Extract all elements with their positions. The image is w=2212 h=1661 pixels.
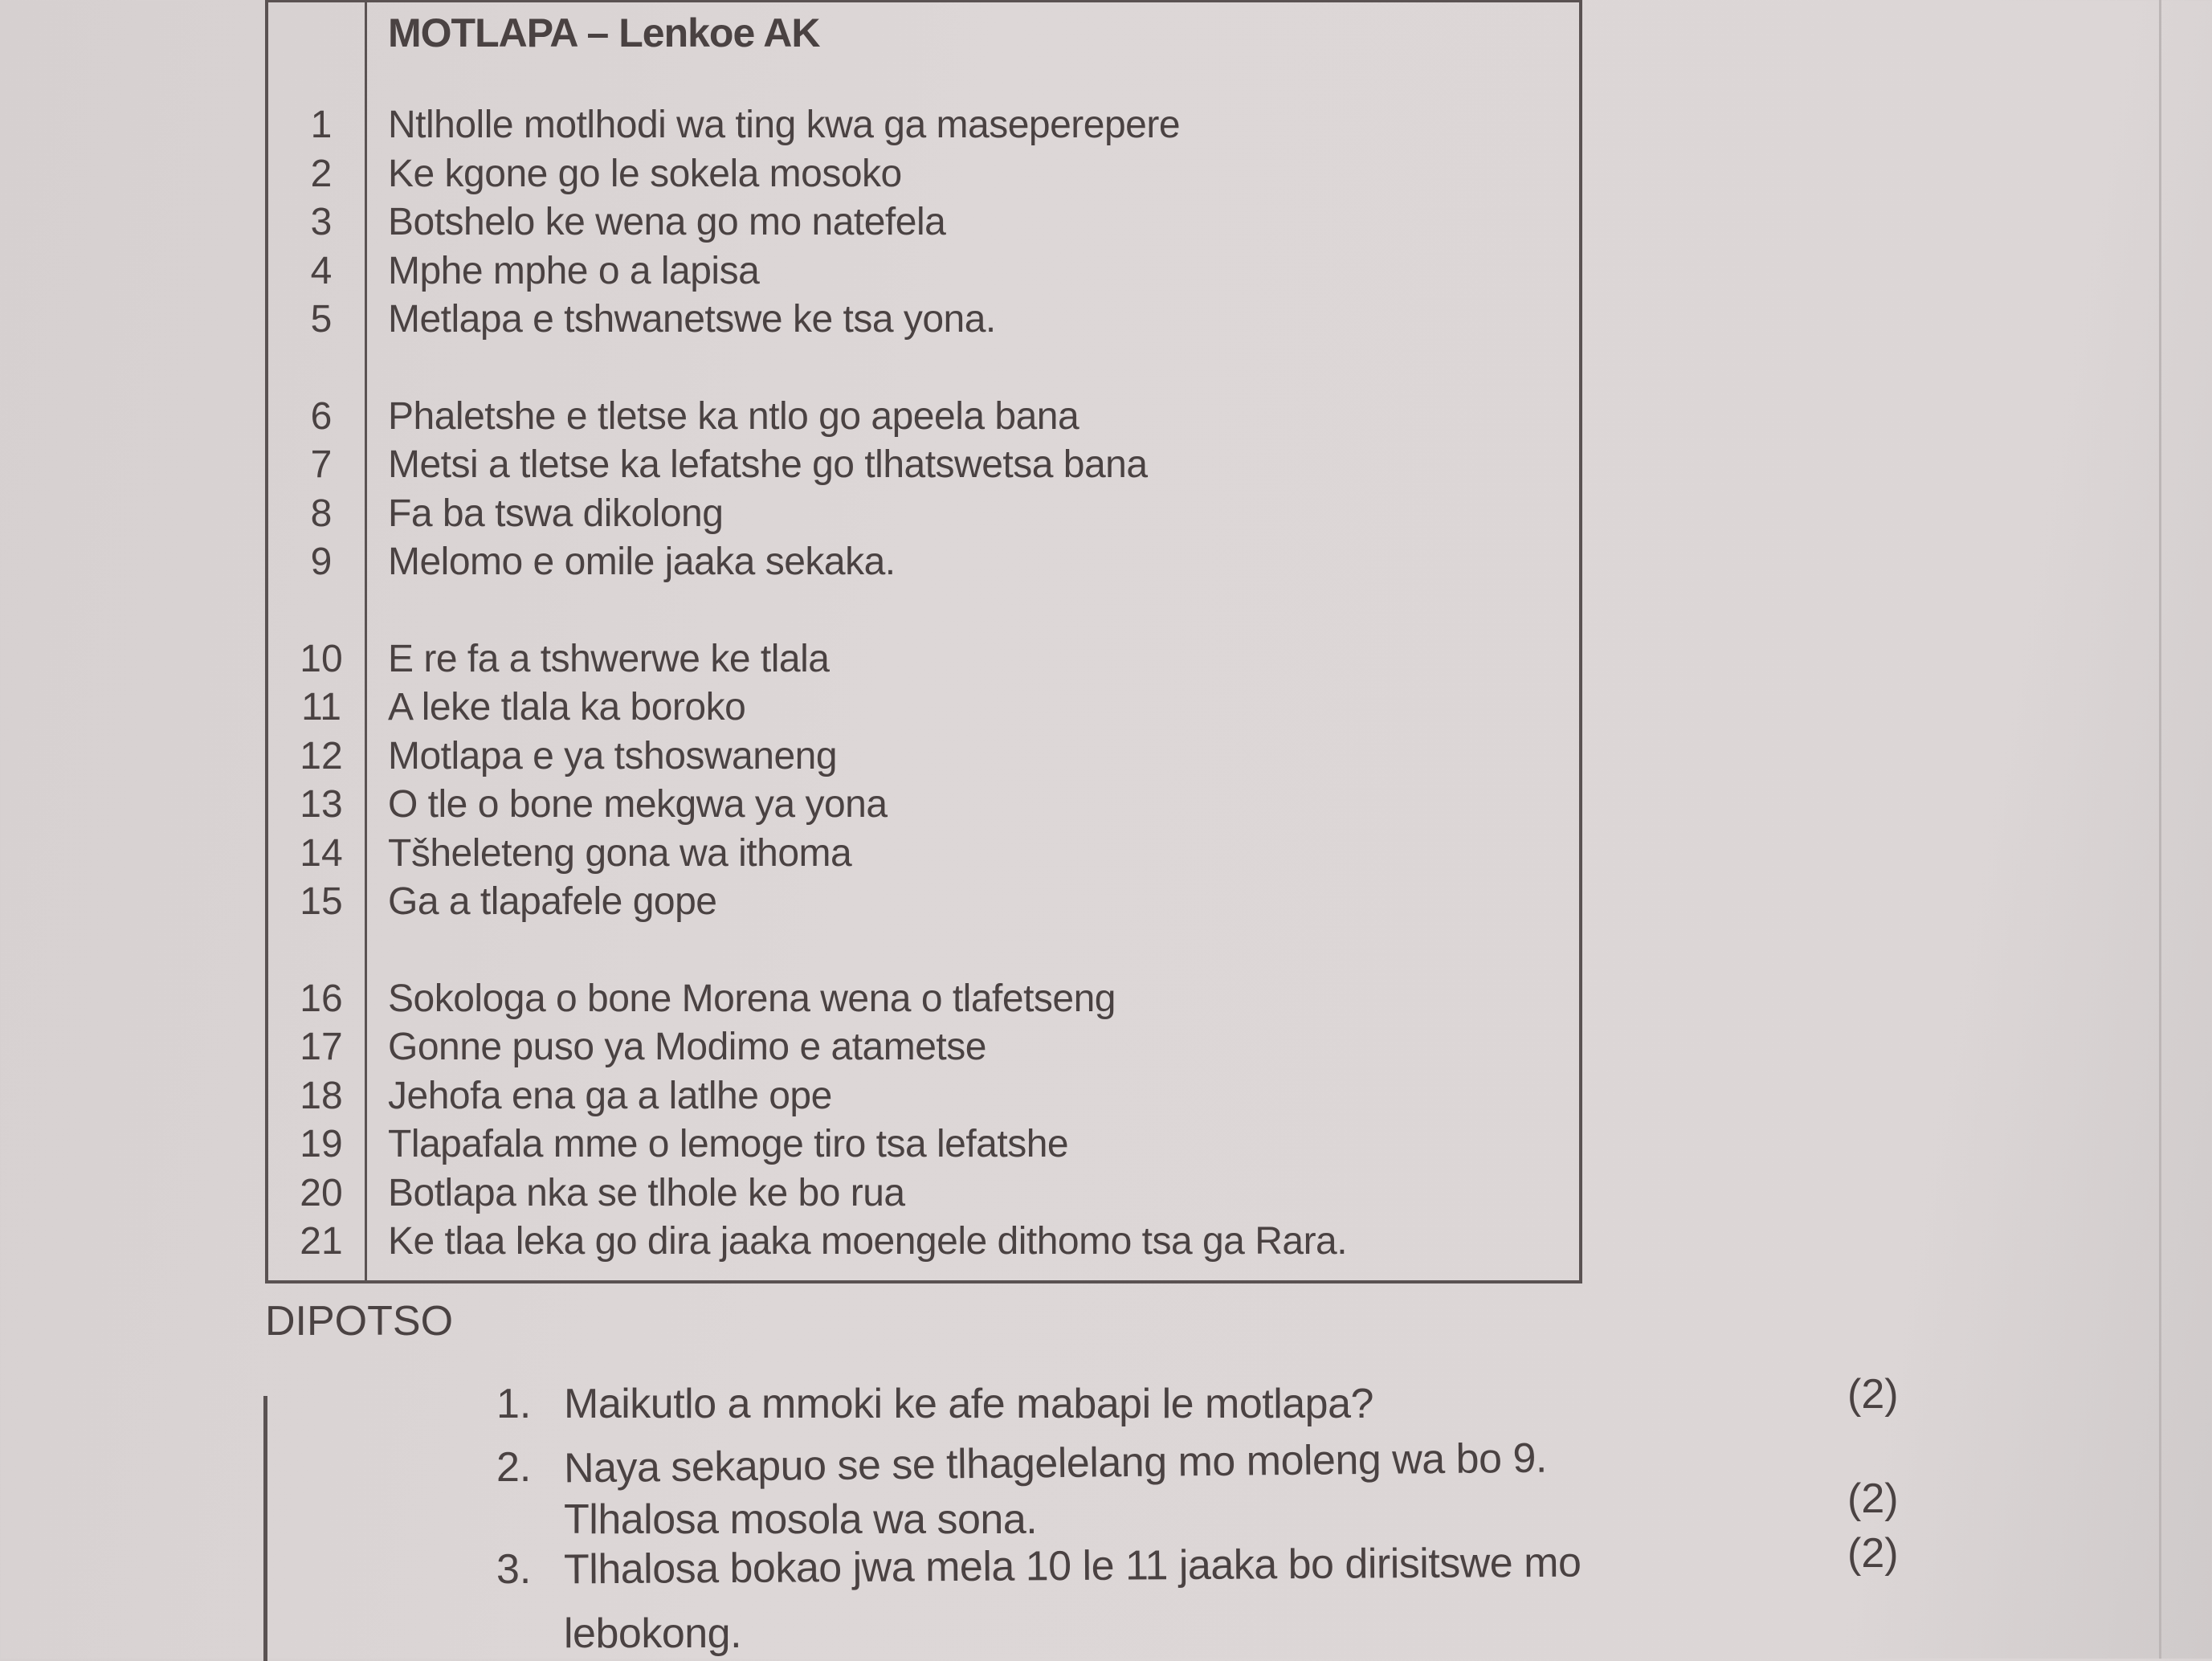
poem-line [273, 1023, 1558, 1072]
poem-line [273, 1218, 1558, 1267]
page-edge [2159, 0, 2161, 1659]
line-number: 11 [301, 686, 341, 728]
poem-body [273, 101, 1558, 1315]
line-text: E re fa a tshwerwe ke tlala [388, 637, 830, 680]
margin-line [263, 1396, 267, 1661]
line-number: 1 [310, 104, 333, 146]
line-number: 16 [300, 977, 343, 1020]
line-text: Fa ba tswa dikolong [388, 492, 724, 535]
line-number: 4 [310, 249, 333, 292]
line-number: 10 [300, 637, 343, 680]
line-text: Ke tlaa leka go dira jaaka moengele dithomo tsa ga Rara. [388, 1220, 1348, 1263]
line-text: Metsi a tletse ka lefatshe go tlhatswetsa bana [388, 443, 1148, 486]
poem-line [273, 975, 1558, 1024]
line-text: Melomo e omile jaaka sekaka. [388, 541, 896, 583]
poem-line [273, 1072, 1558, 1121]
line-number: 2 [310, 152, 333, 195]
line-number: 21 [300, 1220, 343, 1263]
line-text: Tlapafala mme o lemoge tiro tsa lefatshe [388, 1123, 1069, 1165]
poem-line [273, 441, 1558, 490]
line-text: Metlapa e tshwanetswe ke tsa yona. [388, 298, 996, 341]
poem-line [273, 733, 1558, 782]
line-text: Jehofa ena ga a latlhe ope [388, 1074, 832, 1117]
line-number: 8 [310, 492, 333, 535]
line-text: Ntlholle motlhodi wa ting kwa ga maseperepere [388, 104, 1181, 146]
line-number: 17 [300, 1026, 343, 1068]
line-number: 6 [310, 394, 333, 438]
question-text: Maikutlo a mmoki ke afe mabapi le motlapa? [564, 1381, 1373, 1427]
line-number: 19 [300, 1123, 343, 1165]
line-text: O tle o bone mekgwa ya yona [388, 783, 888, 826]
poem-line [273, 198, 1558, 247]
poem-title: MOTLAPA – Lenkoe AK [388, 10, 820, 55]
stanza [273, 975, 1558, 1267]
line-text: A leke tlala ka boroko [388, 686, 746, 728]
poem-line [273, 781, 1558, 830]
line-text: Tšheleteng gona wa ithoma [388, 831, 852, 875]
poem-line [273, 635, 1558, 684]
line-text: Botshelo ke wena go mo natefela [388, 201, 946, 243]
stanza [273, 393, 1558, 587]
poem-line [273, 490, 1558, 539]
poem-line [273, 830, 1558, 879]
questions-heading: DIPOTSO [265, 1298, 454, 1345]
question-text: Tlhalosa bokao jwa mela 10 le 11 jaaka bo dirisitswe mo [563, 1539, 1581, 1594]
question-text-continued: lebokong. [564, 1610, 742, 1657]
line-number: 5 [310, 298, 333, 341]
line-text: Mphe mphe o a lapisa [388, 249, 760, 292]
poem-line [273, 150, 1558, 199]
question-number: 3. [496, 1546, 532, 1593]
stanza [273, 635, 1558, 927]
poem-line [273, 296, 1558, 345]
stanza [273, 101, 1558, 345]
poem-line [273, 1120, 1558, 1169]
line-text: Phaletshe e tletse ka ntlo go apeela bana [388, 394, 1079, 438]
question-text: Naya sekapuo se se tlhagelelang mo moleng wa bo 9. [563, 1434, 1548, 1492]
line-number: 14 [300, 831, 343, 875]
poem-line [273, 538, 1558, 587]
question-number: 2. [496, 1444, 532, 1491]
question-marks: (2) [1847, 1371, 1899, 1418]
question-marks: (2) [1847, 1475, 1899, 1522]
line-text: Ga a tlapafele gope [388, 880, 717, 923]
poem-line [273, 1169, 1558, 1218]
poem-line [273, 684, 1558, 733]
line-number: 18 [300, 1074, 343, 1117]
line-number: 9 [310, 541, 333, 583]
line-text: Gonne puso ya Modimo e atametse [388, 1026, 986, 1068]
line-number: 13 [300, 783, 343, 826]
line-number: 3 [310, 201, 333, 243]
poem-line [273, 393, 1558, 442]
question-text-continued: Tlhalosa mosola wa sona. [564, 1496, 1038, 1543]
line-text: Sokologa o bone Morena wena o tlafetseng [388, 977, 1116, 1020]
line-number: 20 [300, 1171, 343, 1214]
line-text: Motlapa e ya tshoswaneng [388, 734, 838, 777]
question-number: 1. [496, 1381, 532, 1427]
line-text: Ke kgone go le sokela mosoko [388, 152, 902, 195]
line-number: 7 [310, 443, 333, 486]
question-marks: (2) [1847, 1530, 1899, 1577]
poem-line [273, 878, 1558, 927]
line-number: 12 [300, 734, 343, 777]
line-number: 15 [300, 880, 343, 923]
poem-line [273, 101, 1558, 150]
line-text: Botlapa nka se tlhole ke bo rua [388, 1171, 905, 1214]
poem-line [273, 247, 1558, 296]
